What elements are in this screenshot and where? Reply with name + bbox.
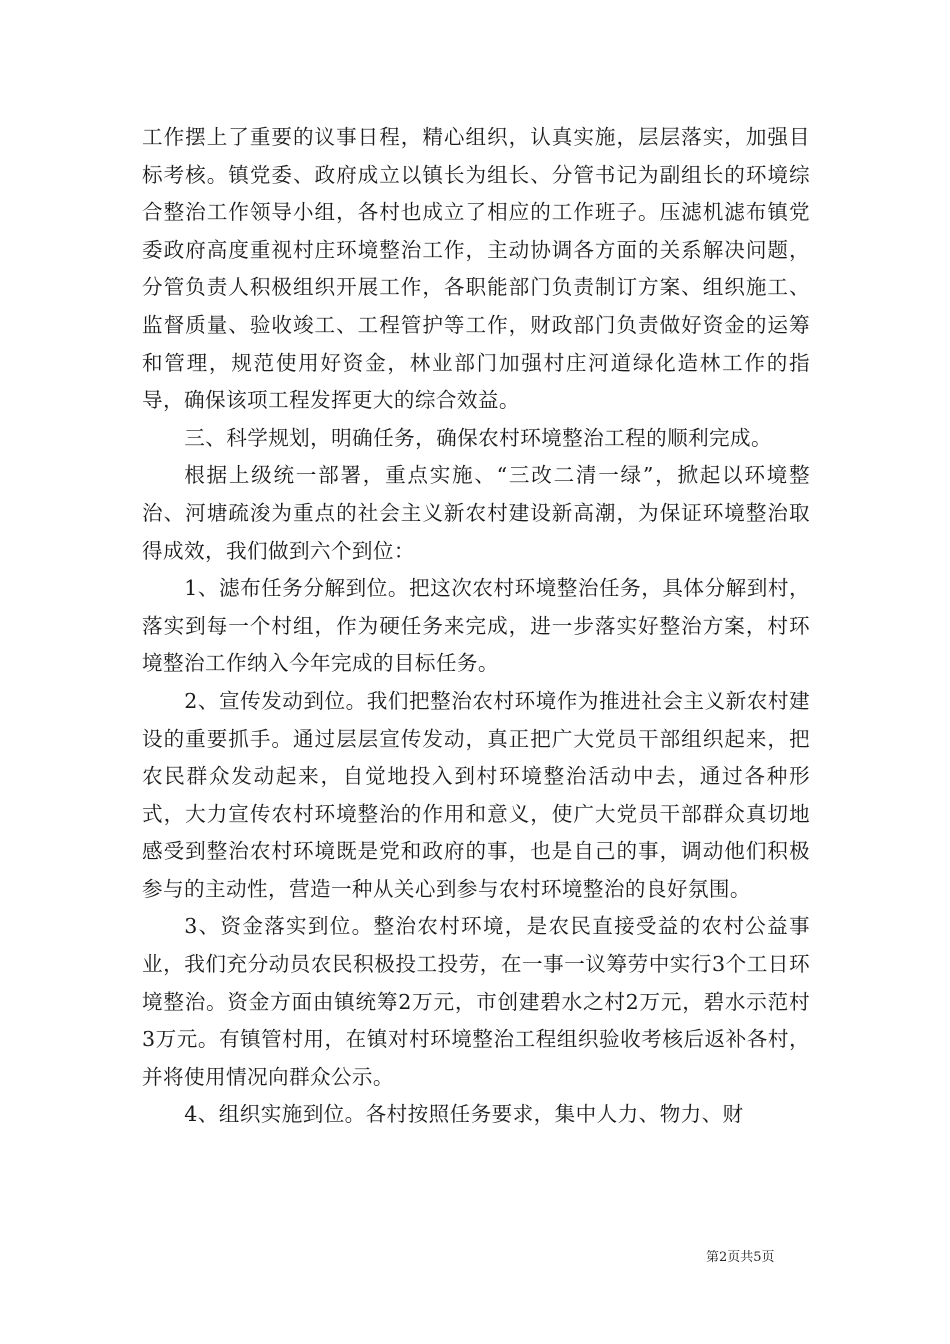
paragraph-3: 根据上级统一部署，重点实施、“三改二清一绿”，掀起以环境整治、河塘疏浚为重点的社会主义新农村建设新高潮，为保证环境整治取得成效，我们做到六个到位： xyxy=(142,463,810,563)
page-number-footer: 第2页共5页 xyxy=(706,1250,775,1265)
paragraph-5: 2、宣传发动到位。我们把整治农村环境作为推进社会主义新农村建设的重要抓手。通过层层宣传发动，真正把广大党员干部组织起来，把农民群众发动起来，自觉地投入到村环境整治活动中去，通过各种形式，大力宣传农村环境整治的作用和意义，使广大党员干部群众真切地感受到整治农村环境既是党和政府的事，也是自己的事，调动他们积极参与的主动性，营造一种从关心到参与农村环境整治的良好氛围。 xyxy=(142,688,810,901)
paragraph-1: 工作摆上了重要的议事日程，精心组织，认真实施，层层落实，加强目标考核。镇党委、政府成立以镇长为组长、分管书记为副组长的环境综合整治工作领导小组，各村也成立了相应的工作班子。压滤机滤布镇党委政府高度重视村庄环境整治工作，主动协调各方面的关系解决问题，分管负责人积极组织开展工作，各职能部门负责制订方案、组织施工、监督质量、验收竣工、工程管护等工作，财政部门负责做好资金的运筹和管理，规范使用好资金，林业部门加强村庄河道绿化造林工作的指导，确保该项工程发挥更大的综合效益。 xyxy=(142,125,810,413)
paragraph-7: 4、组织实施到位。各村按照任务要求，集中人力、物力、财 xyxy=(184,1102,744,1127)
document-body xyxy=(142,119,810,1134)
paragraph-4: 1、滤布任务分解到位。把这次农村环境整治任务，具体分解到村，落实到每一个村组，作为硬任务来完成，进一步落实好整治方案，村环境整治工作纳入今年完成的目标任务。 xyxy=(142,576,810,676)
paragraph-6: 3、资金落实到位。整治农村环境，是农民直接受益的农村公益事业，我们充分动员农民积极投工投劳，在一事一议筹劳中实行3个工日环境整治。资金方面由镇统筹2万元，市创建碧水之村2万元，碧水示范村3万元。有镇管村用，在镇对村环境整治工程组织验收考核后返补各村，并将使用情况向群众公示。 xyxy=(142,914,810,1089)
paragraph-2: 三、科学规划，明确任务，确保农村环境整治工程的顺利完成。 xyxy=(184,425,773,450)
